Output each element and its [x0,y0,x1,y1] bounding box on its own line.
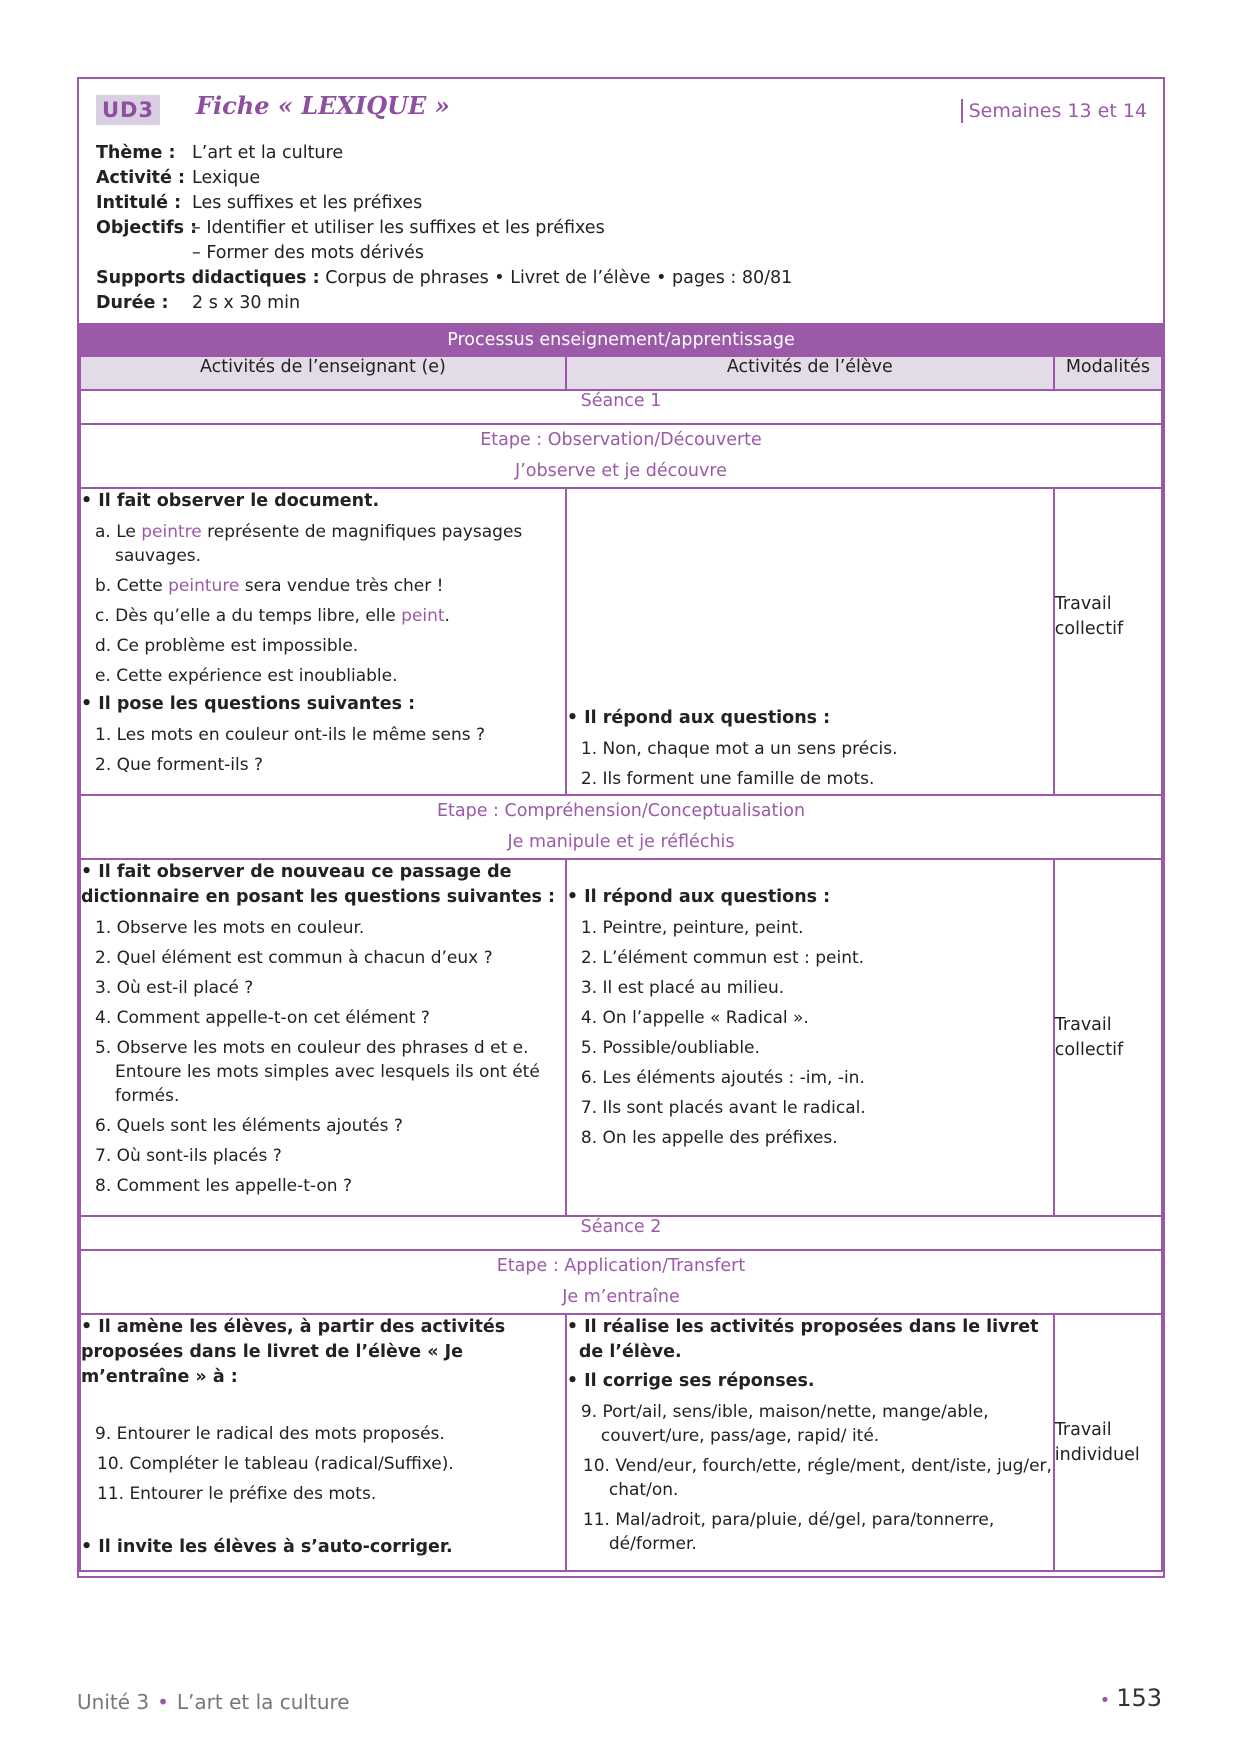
list-item: 6. Les éléments ajoutés : -im, -in. [580,1068,865,1088]
list-item: 10. Compléter le tableau (radical/Suffixe). [97,1454,454,1474]
list-item: 1. Non, chaque mot a un sens précis. [580,739,898,759]
student-intro: • Il répond aux questions : [566,887,831,907]
list-item: 2. L’élément commun est : peint. [580,948,865,968]
etape-subtitle: Je manipule et je réfléchis [507,832,735,852]
seance-2-title: Séance 2 [80,1216,1162,1250]
list-item: 2. Quel élément est commun à chacun d’eux ? [95,948,493,968]
column-header-student: Activités de l’élève [566,356,1054,390]
teacher-intro: • Il amène les élèves, à partir des activités proposées dans le livret de l’élève « Je m’entraîne » à : [81,1317,506,1387]
list-item: 1. Les mots en couleur ont-ils le même sens ? [95,725,485,745]
unit-badge: UD3 [96,95,160,125]
sentence-item: a. Le peintre représente de magnifiques paysages sauvages. [95,522,523,566]
etape-application [80,1250,1162,1314]
meta-label: Supports didactiques : [96,268,320,288]
list-item: 1. Observe les mots en couleur. [95,918,365,938]
teacher-outro: • Il invite les élèves à s’auto-corriger. [81,1537,453,1557]
activities-table [79,323,1163,1572]
etape-title: Etape : Observation/Découverte [480,430,762,450]
teacher-activities-cell [80,488,566,795]
teacher-intro: • Il fait observer de nouveau ce passage de dictionnaire en posant les questions suivantes : [81,862,556,907]
sheet-header [79,79,1163,324]
list-item: 2. Ils forment une famille de mots. [580,769,875,789]
highlighted-word: peintre [141,522,202,542]
teacher-activities-cell [80,1314,566,1571]
list-item: 11. Entourer le préfixe des mots. [97,1484,377,1504]
meta-value: Lexique [192,168,261,188]
student-activities-cell [566,488,1054,795]
meta-value: L’art et la culture [192,143,344,163]
process-band: Processus enseignement/apprentissage [80,324,1162,356]
modalite-text: Travail collectif [1054,1014,1124,1060]
meta-value: – Former des mots dérivés [192,243,424,263]
sheet-title: Fiche « LEXIQUE » [196,91,450,120]
list-item: 4. Comment appelle-t-on cet élément ? [95,1008,430,1028]
etape-observation [80,424,1162,488]
meta-objectifs [96,216,1136,241]
list-item: 3. Il est placé au milieu. [580,978,785,998]
etape-title: Etape : Compréhension/Conceptualisation [436,801,806,821]
page-number-value: 153 [1116,1684,1162,1712]
sheet-meta [96,141,1136,316]
bullet-icon: • [157,1690,169,1714]
student-intro-2: • Il corrige ses réponses. [566,1371,815,1391]
list-item: 4. On l’appelle « Radical ». [580,1008,809,1028]
list-item: 1. Peintre, peinture, peint. [580,918,804,938]
student-activities-cell [566,859,1054,1216]
footer-unit-label: Unité 3 [77,1690,150,1714]
seance-1-title: Séance 1 [80,390,1162,424]
meta-supports [96,266,1136,291]
meta-objectif-2 [96,241,1136,266]
meta-label: Activité : [96,168,186,188]
meta-label: Objectifs : [96,218,198,238]
list-item: 9. Port/ail, sens/ible, maison/nette, mange/able, couvert/ure, pass/age, rapid/ ité. [580,1402,989,1446]
modalite-text: Travail individuel [1054,1419,1140,1465]
list-item: 6. Quels sont les éléments ajoutés ? [95,1116,403,1136]
meta-value: Les suffixes et les préfixes [192,193,423,213]
list-item: 9. Entourer le radical des mots proposés. [95,1424,445,1444]
modalite-cell [1054,859,1162,1216]
column-header-teacher: Activités de l’enseignant (e) [80,356,566,390]
footer-theme: L’art et la culture [176,1690,350,1714]
student-activities-cell [566,1314,1054,1571]
teacher-intro: • Il fait observer le document. [81,491,380,511]
footer-unit [77,1690,350,1714]
etape-subtitle: J’observe et je découvre [515,461,727,481]
list-item: 5. Observe les mots en couleur des phrases d et e. Entoure les mots simples avec lesquels ils ont été formés. [95,1038,540,1106]
weeks-label: Semaines 13 et 14 [961,99,1147,123]
sentence-item: b. Cette peinture sera vendue très cher ! [95,576,444,596]
highlighted-word: peinture [168,576,240,596]
meta-activite [96,166,1136,191]
list-item: 5. Possible/oubliable. [580,1038,760,1058]
sentence-item: e. Cette expérience est inoubliable. [95,666,398,686]
modalite-cell [1054,488,1162,795]
lesson-sheet [77,77,1165,1578]
page-number [1100,1684,1162,1712]
meta-label: Durée : [96,293,169,313]
meta-value: Corpus de phrases • Livret de l’élève • pages : 80/81 [325,268,793,288]
highlighted-word: peint [401,606,445,626]
modalite-cell [1054,1314,1162,1571]
meta-label: Thème : [96,143,176,163]
student-intro: • Il réalise les activités proposées dans le livret de l’élève. [566,1317,1039,1362]
student-intro: • Il répond aux questions : [566,708,831,728]
teacher-question-intro: • Il pose les questions suivantes : [81,694,416,714]
teacher-activities-cell [80,859,566,1216]
etape-title: Etape : Application/Transfert [496,1256,746,1276]
list-item: 8. Comment les appelle-t-on ? [95,1176,352,1196]
sentence-item: d. Ce problème est impossible. [95,636,359,656]
column-header-modalites: Modalités [1054,356,1162,390]
meta-label: Intitulé : [96,193,182,213]
etape-subtitle: Je m’entraîne [562,1287,680,1307]
meta-intitule [96,191,1136,216]
bullet-icon: • [1099,1690,1111,1711]
list-item: 11. Mal/adroit, para/pluie, dé/gel, para/tonnerre, dé/former. [582,1510,995,1554]
list-item: 7. Où sont-ils placés ? [95,1146,282,1166]
list-item: 3. Où est-il placé ? [95,978,254,998]
list-item: 10. Vend/eur, fourch/ette, régle/ment, dent/iste, jug/er, chat/on. [582,1456,1052,1500]
modalite-text: Travail collectif [1054,593,1124,639]
list-item: 7. Ils sont placés avant le radical. [580,1098,866,1118]
meta-value: – Identifier et utiliser les suffixes et les préfixes [192,218,605,238]
meta-duree [96,291,1136,316]
meta-value: 2 s x 30 min [192,293,301,313]
sentence-item: c. Dès qu’elle a du temps libre, elle peint. [95,606,450,626]
meta-theme [96,141,1136,166]
list-item: 8. On les appelle des préfixes. [580,1128,838,1148]
etape-comprehension [80,795,1162,859]
list-item: 2. Que forment-ils ? [95,755,264,775]
